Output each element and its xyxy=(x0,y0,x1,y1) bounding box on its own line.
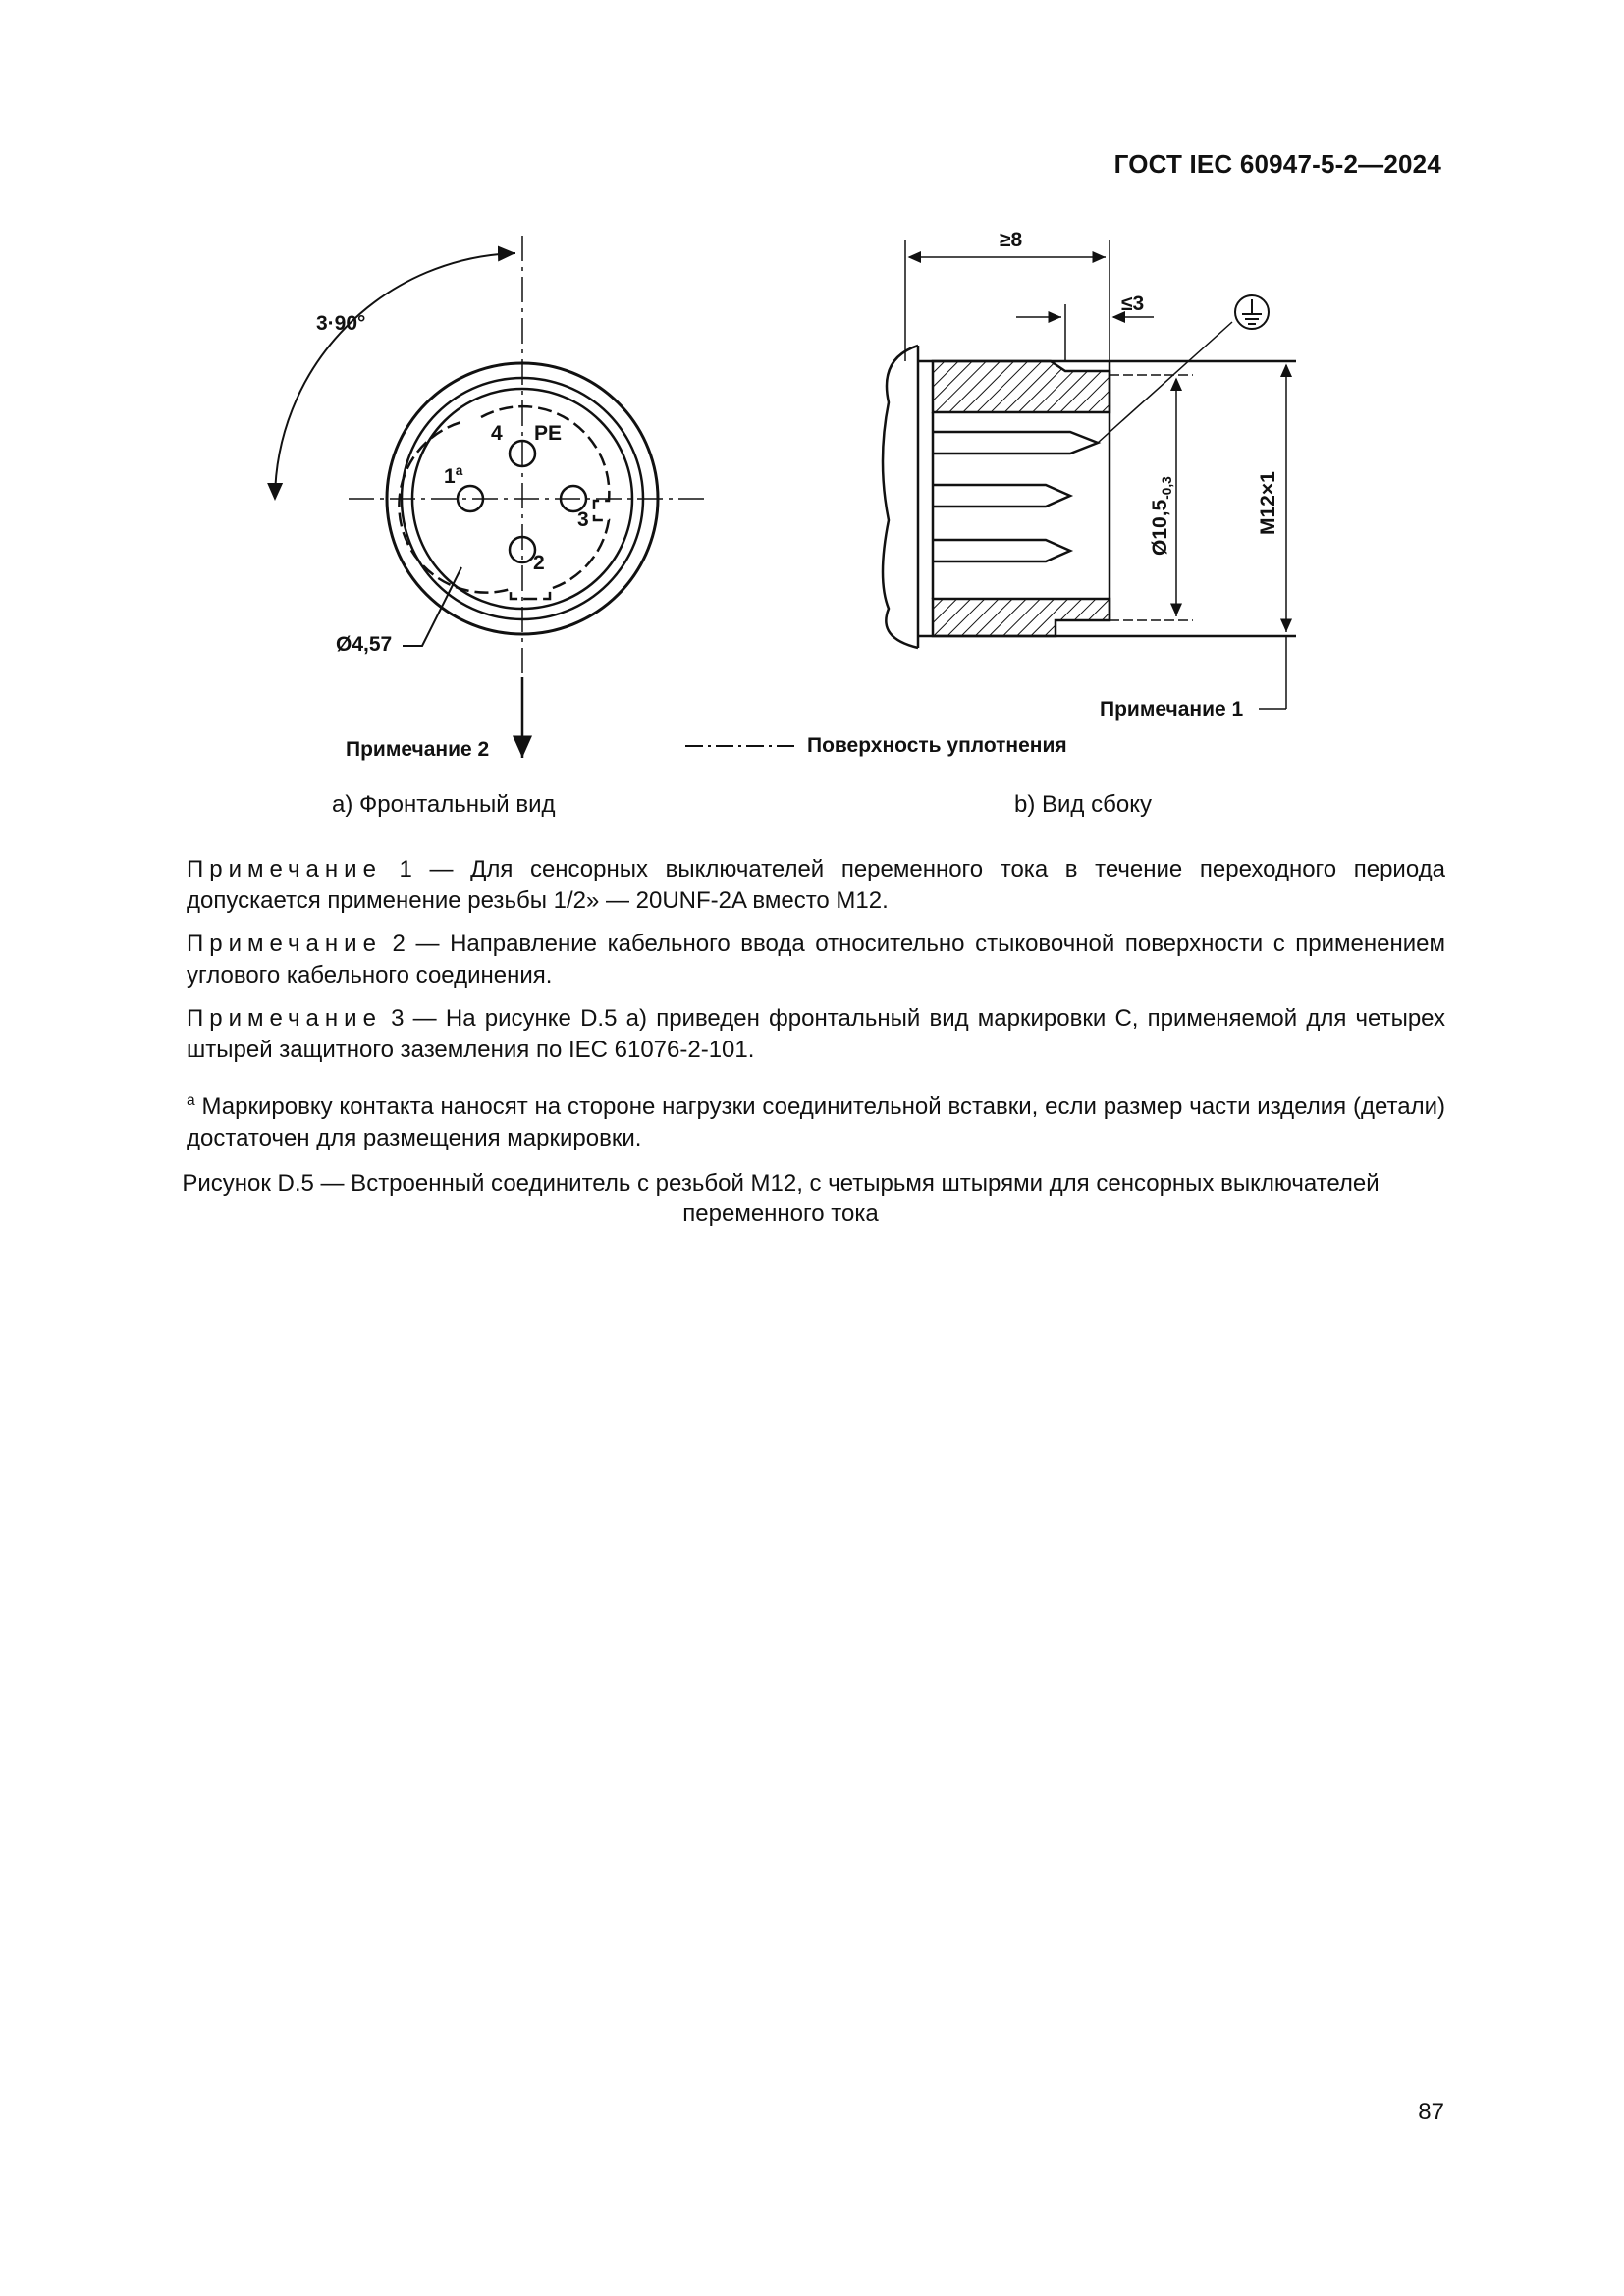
side-view xyxy=(883,240,1296,709)
pin-4-label: 4 xyxy=(491,422,503,445)
caption-side-view: b) Вид сбоку xyxy=(1014,791,1152,818)
note-2-ref: Примечание 2 xyxy=(346,738,490,761)
sealing-surface-label: Поверхность уплотнения xyxy=(807,734,1067,757)
dim-min-length: ≥8 xyxy=(1000,229,1023,251)
footnote: $^a$ Маркировку контакта наносят на стороне нагрузки соединительной вставки, если размер части изделия (детали) достаточен для размещения маркировки. xyxy=(187,1093,1445,1151)
page-number: 87 xyxy=(1418,2099,1444,2125)
dim-diameter: $Ø10,5_{-0,3}$ xyxy=(1149,476,1175,556)
dim-thread: M12×1 xyxy=(1257,471,1279,535)
pin-3-label: 3 xyxy=(577,508,589,531)
diameter-label: Ø4,57 xyxy=(336,633,393,656)
pin-2-label: 2 xyxy=(533,552,545,574)
document-header: ГОСТ IEC 60947-5-2—2024 xyxy=(1113,149,1441,179)
dim-max-gap: ≤3 xyxy=(1121,293,1145,315)
caption-front-view: а) Фронтальный вид xyxy=(332,791,556,818)
pin-pe-label: PE xyxy=(534,422,563,445)
pin-1-label: 1$^a$ xyxy=(444,463,463,488)
note-2: Примечание 2 — Направление кабельного ввода относительно стыковочной поверхности с применением углового кабельного соединения. xyxy=(187,931,1445,988)
technical-drawing xyxy=(0,0,1624,785)
angle-label: 3·90° xyxy=(316,312,366,335)
note-1: Примечание 1 — Для сенсорных выключателей переменного тока в течение переходного периода допускается применение резьбы 1/2» — 20UNF-2A вместо M12. xyxy=(187,856,1445,914)
note-3: Примечание 3 — На рисунке D.5 а) приведен фронтальный вид маркировки С, применяемой для четырех штырей защитного заземления по IEC 61076-2-101. xyxy=(187,1005,1445,1063)
note-1-ref: Примечание 1 xyxy=(1100,698,1244,721)
figure-caption: Рисунок D.5 — Встроенный соединитель с резьбой M12, с четырьмя штырями для сенсорных выключателей переменного тока xyxy=(182,1170,1380,1227)
